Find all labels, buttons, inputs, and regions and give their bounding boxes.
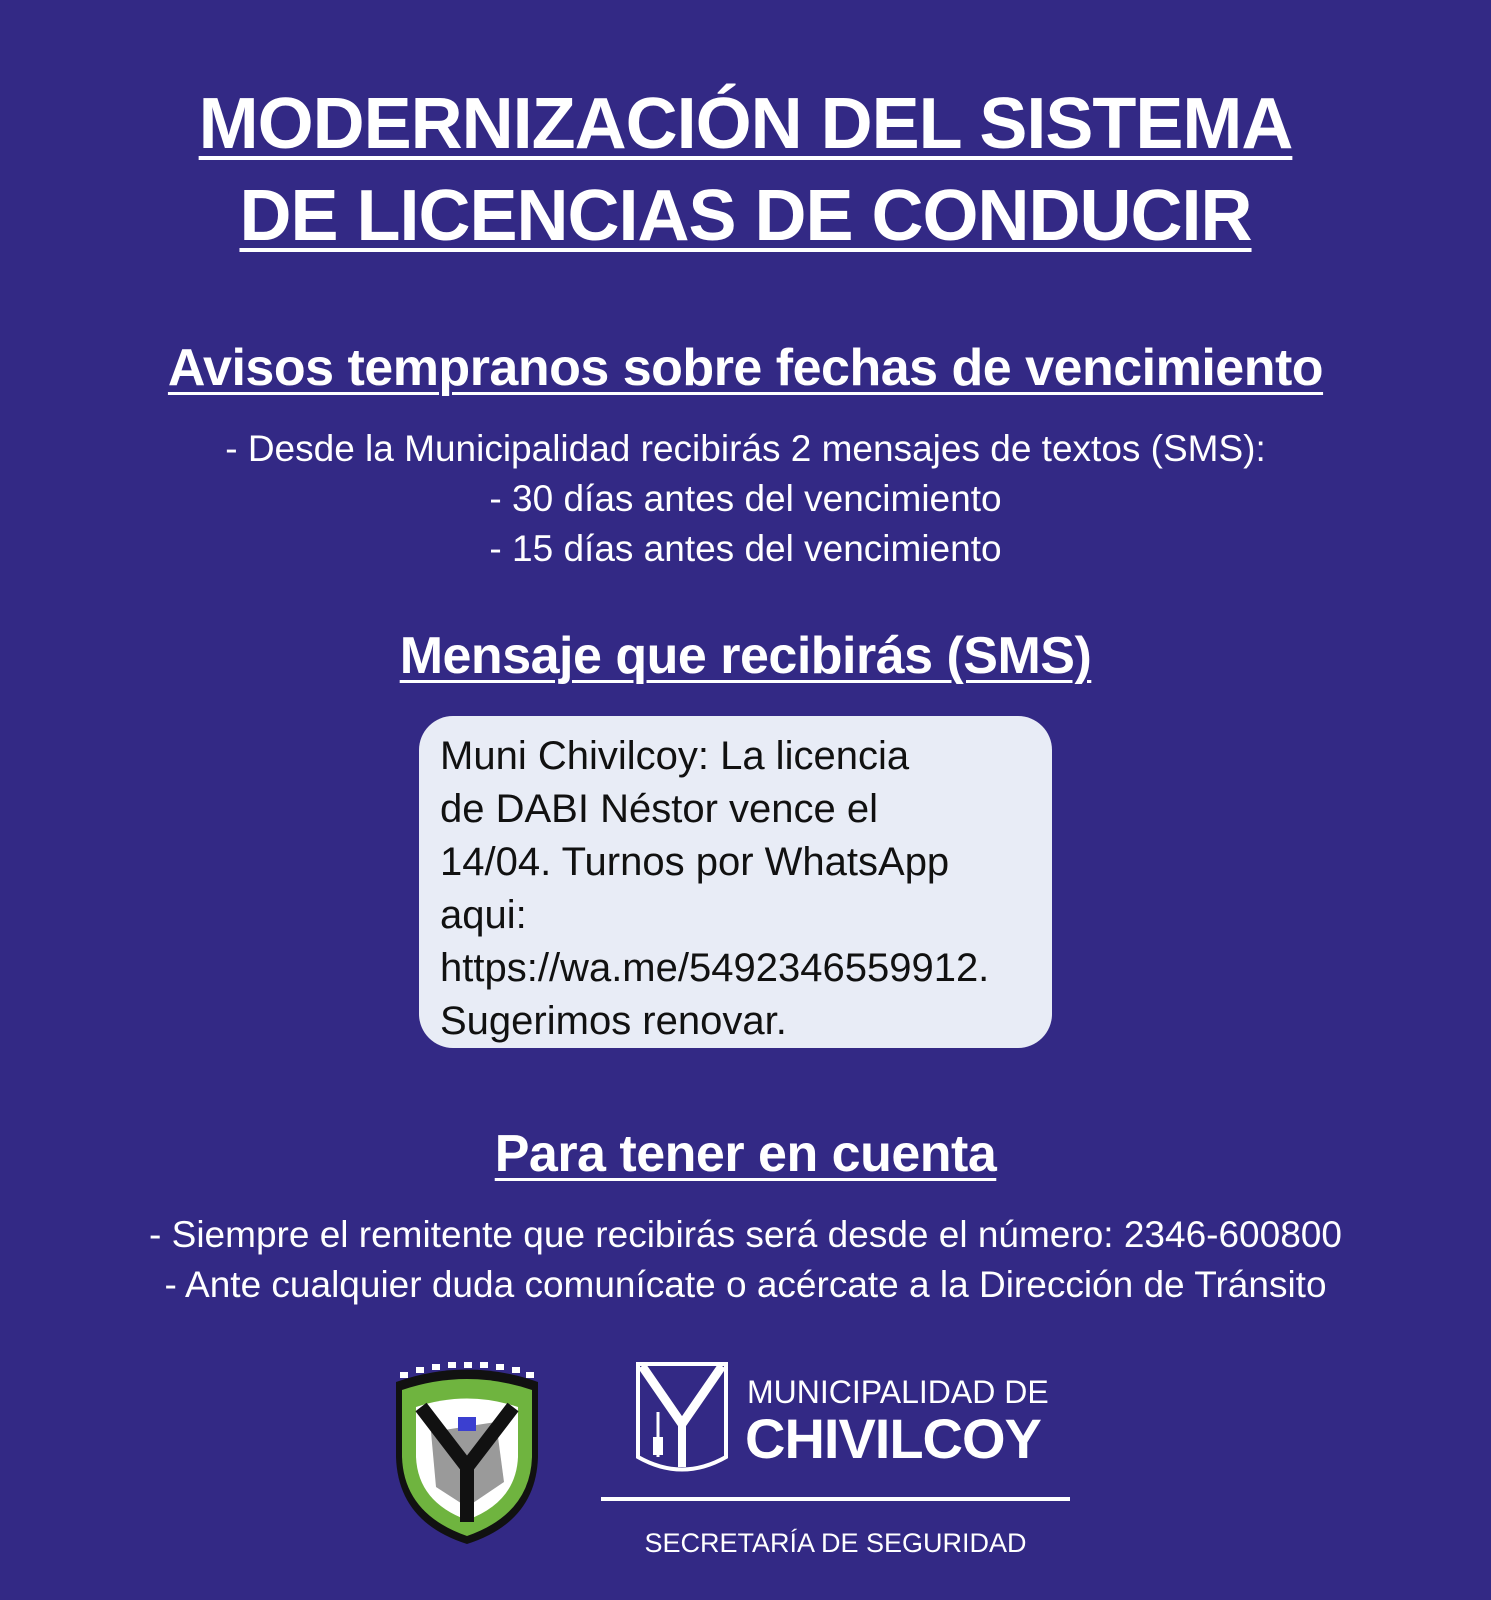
chivilcoy-coat-of-arms-logo [636, 1362, 728, 1474]
chivilcoy-label: CHIVILCOY [745, 1407, 1041, 1470]
avisos-line: - 30 días antes del vencimiento [489, 478, 1002, 519]
sms-link[interactable]: https://wa.me/5492346559912. [440, 946, 990, 990]
sms-line: de DABI Néstor vence el [440, 787, 878, 831]
sms-line: Muni Chivilcoy: La licencia [440, 734, 910, 778]
section-heading-tener-en-cuenta: Para tener en cuenta [494, 1125, 997, 1183]
sms-bubble [419, 716, 1052, 1048]
municipalidad-label: MUNICIPALIDAD DE [747, 1374, 1049, 1410]
poster-title [0, 78, 1491, 262]
sms-line: Sugerimos renovar. [440, 999, 787, 1043]
note-line: - Ante cualquier duda comunícate o acércate a la Dirección de Tránsito [164, 1264, 1327, 1305]
note-line: - Siempre el remitente que recibirás será desde el número: 2346-600800 [149, 1214, 1342, 1255]
title-line-1: MODERNIZACIÓN DEL SISTEMA [198, 84, 1293, 164]
avisos-line: - 15 días antes del vencimiento [489, 528, 1002, 569]
sms-line: 14/04. Turnos por WhatsApp [440, 840, 950, 884]
footer-logos [0, 1360, 1491, 1600]
section-heading-mensaje: Mensaje que recibirás (SMS) [399, 627, 1092, 685]
section-heading-avisos: Avisos tempranos sobre fechas de vencimiento [167, 339, 1324, 397]
secretaria-label: SECRETARÍA DE SEGURIDAD [644, 1528, 1027, 1558]
divider [601, 1497, 1070, 1501]
title-line-2: DE LICENCIAS DE CONDUCIR [239, 176, 1252, 256]
sms-line: aqui: [440, 893, 527, 937]
avisos-list [0, 424, 1491, 574]
tener-en-cuenta-list [0, 1210, 1491, 1310]
avisos-line: - Desde la Municipalidad recibirás 2 mensajes de textos (SMS): [225, 428, 1266, 469]
direccion-transito-badge-logo [386, 1362, 548, 1547]
